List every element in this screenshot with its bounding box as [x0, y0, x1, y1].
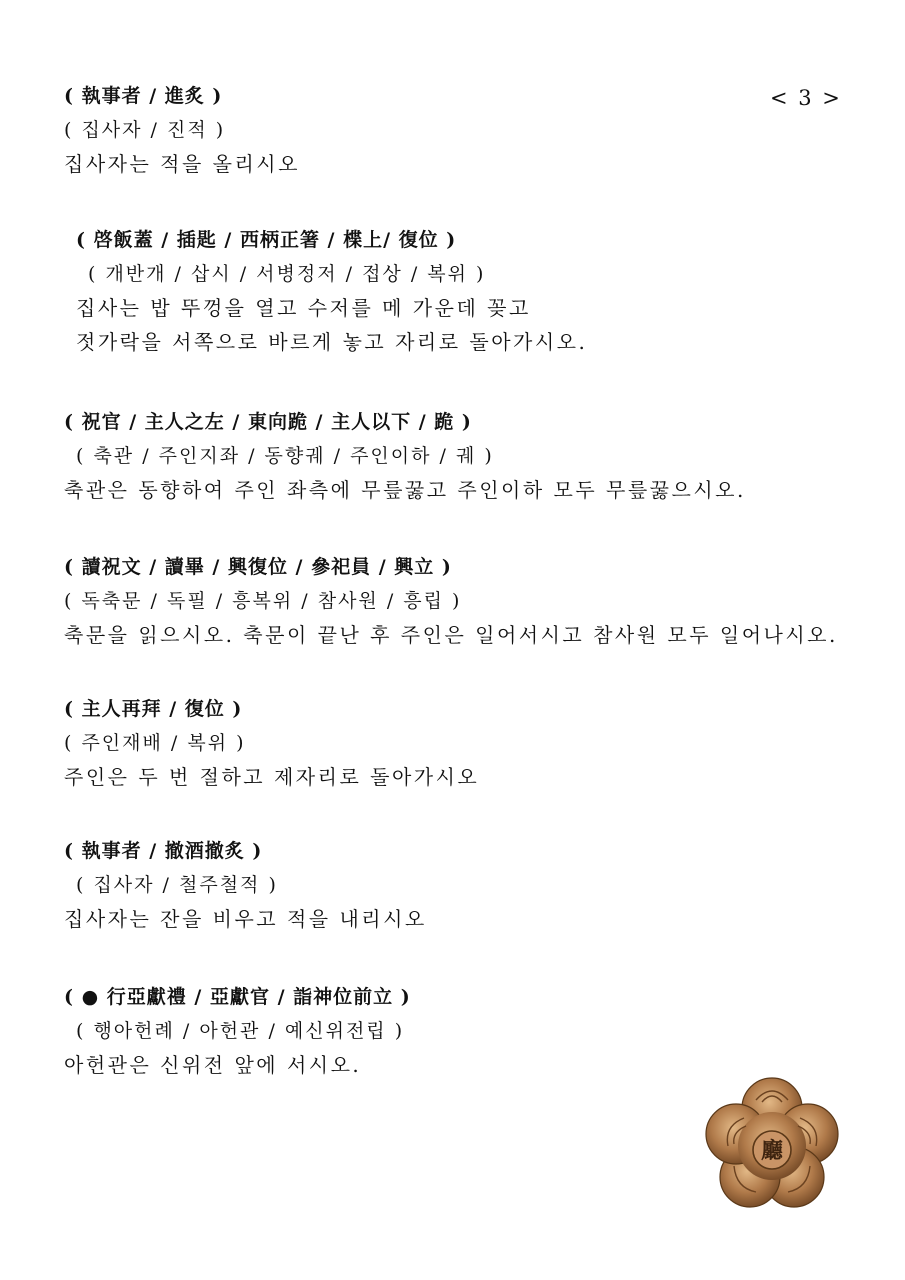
ceremony-step-6 [64, 834, 854, 936]
step-reading: ( 축관 / 주인지좌 / 동향궤 / 주인이하 / 궤 ) [76, 445, 494, 467]
step-reading: ( 집사자 / 진적 ) [64, 119, 226, 141]
step-heading: ( 執事者 / 進炙 ) [64, 85, 223, 107]
step-heading: ( 啓飯蓋 / 插匙 / 西柄正箸 / 楪上/ 復位 ) [76, 229, 457, 251]
emblem-center-char: 廳 [760, 1138, 784, 1164]
step-instruction: 축관은 동향하여 주인 좌측에 무릎꿇고 주인이하 모두 무릎꿇으시오. [64, 478, 746, 502]
ceremony-step-4 [64, 550, 854, 652]
step-reading: ( 개반개 / 삽시 / 서병정저 / 접상 / 복위 ) [88, 263, 486, 285]
step-reading: ( 독축문 / 독필 / 흥복위 / 참사원 / 흥립 ) [64, 590, 462, 612]
step-heading: ( 祝官 / 主人之左 / 東向跪 / 主人以下 / 跪 ) [64, 411, 472, 433]
step-heading: ( 主人再拜 / 復位 ) [64, 698, 243, 720]
step-heading: ( 執事者 / 撤酒撤炙 ) [64, 840, 263, 862]
step-instruction: 집사는 밥 뚜껑을 열고 수저를 메 가운데 꽂고 [76, 296, 531, 320]
page-number: < 3 > [770, 86, 842, 110]
step-heading: ( ● 行亞獻禮 / 亞獻官 / 詣神位前立 ) [64, 986, 411, 1008]
ceremony-step-1 [64, 79, 854, 181]
step-reading: ( 주인재배 / 복위 ) [64, 732, 246, 754]
ceremony-step-3 [64, 405, 854, 507]
ceremony-step-5 [64, 692, 854, 794]
ceremony-step-2 [64, 223, 854, 359]
step-reading: ( 행아헌례 / 아헌관 / 예신위전립 ) [76, 1020, 405, 1042]
step-instruction: 아헌관은 신위전 앞에 서시오. [64, 1053, 362, 1077]
step-instruction: 젓가락을 서쪽으로 바르게 놓고 자리로 돌아가시오. [76, 330, 588, 354]
step-heading: ( 讀祝文 / 讀畢 / 興復位 / 參祀員 / 興立 ) [64, 556, 452, 578]
step-reading: ( 집사자 / 철주철적 ) [76, 874, 278, 896]
step-instruction: 집사자는 잔을 비우고 적을 내리시오 [64, 907, 427, 931]
step-instruction: 주인은 두 번 절하고 제자리로 돌아가시오 [64, 765, 480, 789]
ceremony-step-7 [64, 980, 854, 1082]
step-instruction: 축문을 읽으시오. 축문이 끝난 후 주인은 일어서시고 참사원 모두 일어나시오. [64, 623, 838, 647]
plum-blossom-emblem [702, 1076, 842, 1212]
step-instruction: 집사자는 적을 올리시오 [64, 152, 300, 176]
